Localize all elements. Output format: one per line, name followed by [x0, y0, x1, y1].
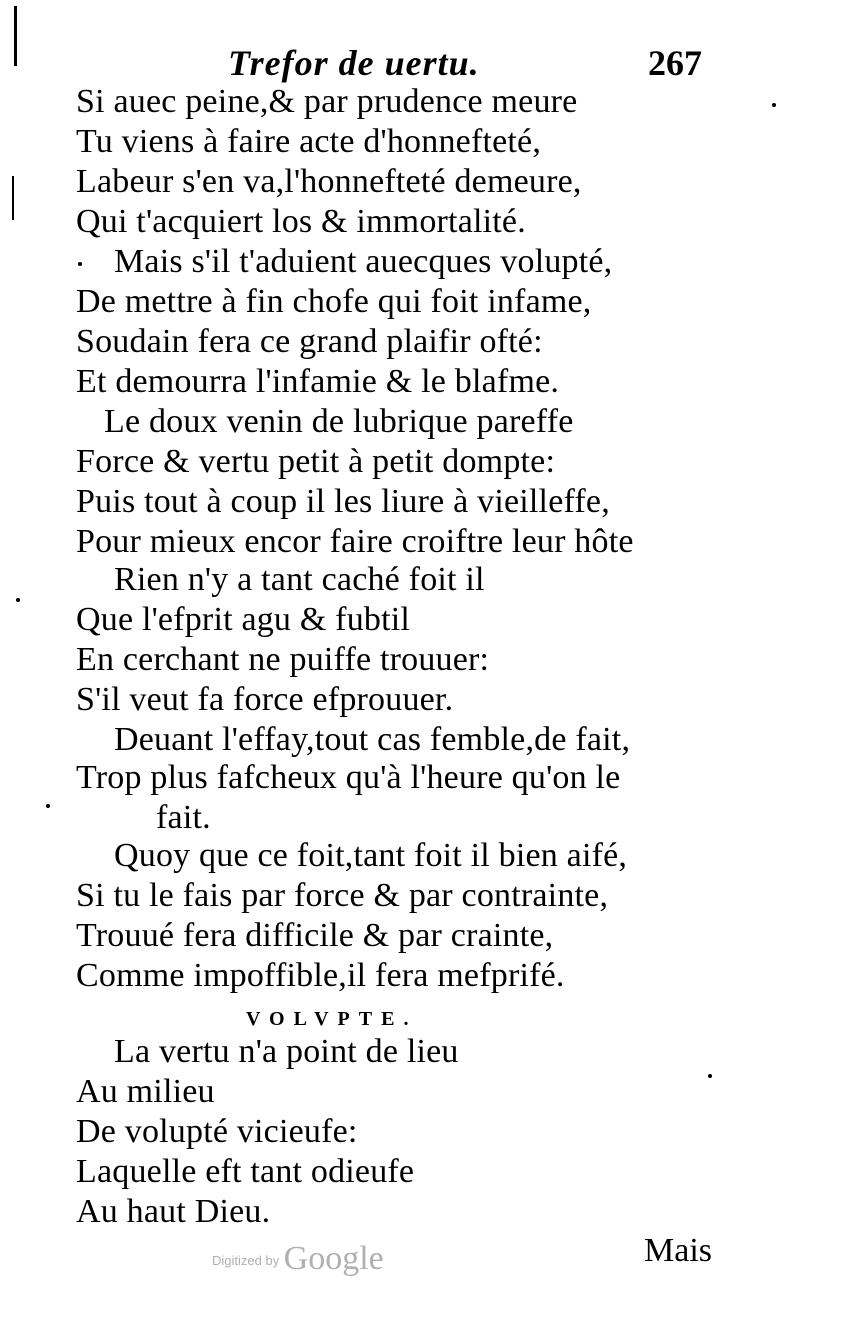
digitized-watermark — [212, 1240, 384, 1278]
verse-line: Tu viens à faire acte d'honnefteté, — [76, 123, 542, 160]
verse-line: Mais s'il t'aduient auecques volupté, — [114, 243, 613, 280]
verse-line: Pour mieux encor faire croiftre leur hôte — [76, 523, 634, 560]
watermark-prefix: Digitized by — [212, 1253, 280, 1268]
verse-line: Soudain fera ce grand plaifir ofté: — [76, 323, 543, 360]
left-edge-mark-middle — [12, 176, 14, 220]
verse-line: En cerchant ne puiffe trouuer: — [76, 641, 490, 678]
verse-line: Rien n'y a tant caché foit il — [114, 561, 485, 598]
verse-line: Et demourra l'infamie & le blafme. — [76, 363, 560, 400]
verse-line: Qui t'acquiert los & immortalité. — [76, 203, 526, 240]
verse-line: Le doux venin de lubrique pareffe — [104, 403, 574, 440]
verse-line: Au milieu — [76, 1073, 215, 1110]
verse-line: La vertu n'a point de lieu — [114, 1033, 459, 1070]
ink-speck — [46, 804, 50, 808]
section-heading: VOLVPTE. — [246, 1008, 418, 1030]
verse-line: fait. — [156, 799, 211, 836]
verse-line: Si tu le fais par force & par contrainte, — [76, 877, 609, 914]
verse-line: Trop plus fafcheux qu'à l'heure qu'on le — [76, 759, 621, 796]
verse-line: De mettre à fin chofe qui foit infame, — [76, 283, 592, 320]
left-edge-mark-top — [14, 6, 17, 66]
verse-line: Labeur s'en va,l'honnefteté demeure, — [76, 163, 582, 200]
verse-line: Quoy que ce foit,tant foit il bien aifé, — [114, 837, 628, 874]
ink-speck — [78, 262, 82, 266]
verse-line: Comme impoffible,il fera mefprifé. — [76, 957, 565, 994]
verse-line: Puis tout à coup il les liure à vieilleffe, — [76, 483, 610, 520]
verse-line: De volupté vicieufe: — [76, 1113, 358, 1150]
verse-line: Deuant l'effay,tout cas femble,de fait, — [114, 721, 631, 758]
ink-speck — [16, 598, 20, 602]
ink-speck — [772, 103, 776, 107]
verse-line: Laquelle eft tant odieufe — [76, 1153, 415, 1190]
verse-line: Au haut Dieu. — [76, 1193, 271, 1230]
verse-line: Que l'efprit agu & fubtil — [76, 601, 411, 638]
running-head: Trefor de uertu. — [228, 43, 480, 83]
verse-line: S'il veut fa force efprouuer. — [76, 681, 454, 718]
verse-line: Trouué fera difficile & par crainte, — [76, 917, 554, 954]
watermark-brand: Google — [283, 1240, 384, 1277]
verse-line: Si auec peine,& par prudence meure — [76, 83, 578, 120]
verse-line: Force & vertu petit à petit dompte: — [76, 443, 556, 480]
catchword: Mais — [644, 1232, 712, 1269]
ink-speck — [708, 1074, 712, 1078]
page-number: 267 — [648, 43, 702, 83]
